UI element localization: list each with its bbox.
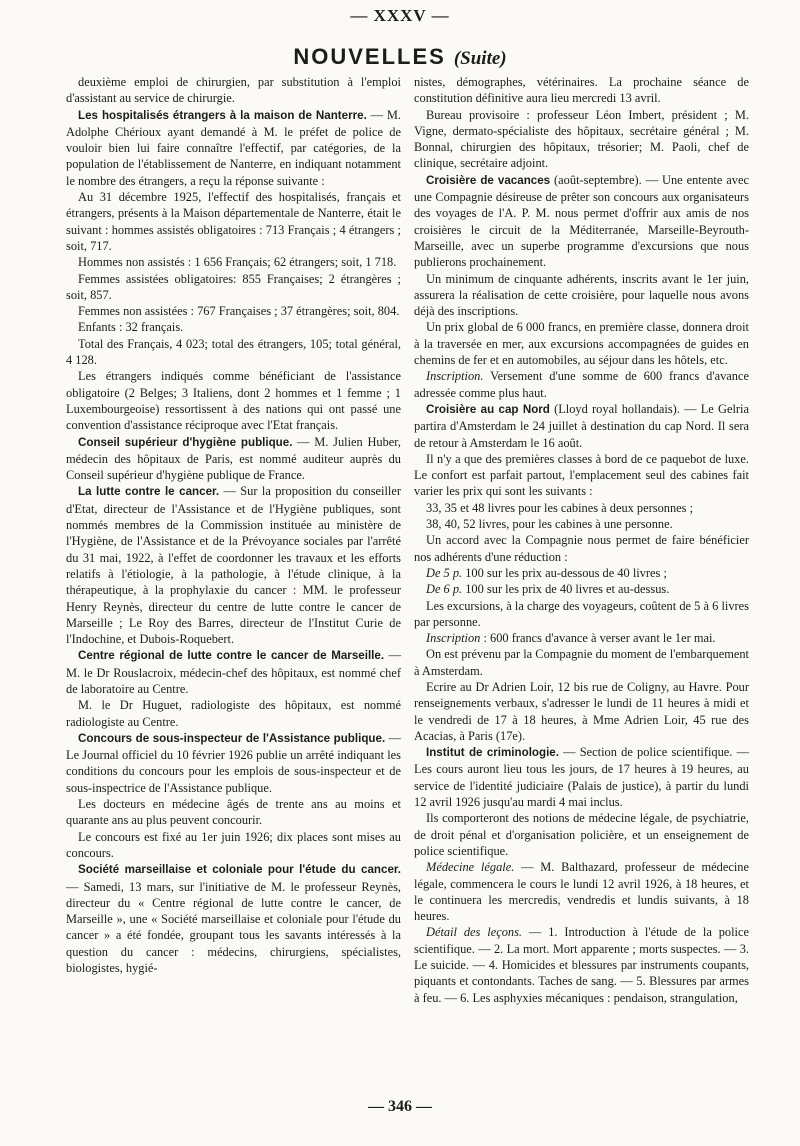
paragraph-heading: Conseil supérieur d'hygiène publique.	[78, 435, 293, 449]
section-title	[0, 44, 800, 70]
paragraph	[414, 744, 749, 810]
paragraph	[414, 516, 749, 532]
paragraph-text: 33, 35 et 48 livres pour les cabines à deux personnes ;	[426, 500, 694, 515]
roman-page-header: — XXXV —	[350, 6, 450, 25]
paragraph-text: — M. le Dr Rouslacroix, médecin-chef des hôpitaux, est nommé chef de laboratoire au Centre.	[66, 648, 402, 696]
paragraph	[414, 581, 749, 597]
paragraph	[414, 107, 749, 172]
section-title-suite: (Suite)	[453, 48, 507, 69]
paragraph-text: Un accord avec la Compagnie nous permet de faire bénéficier nos adhérents d'une réduction :	[414, 533, 749, 564]
section-title-text: NOUVELLES	[293, 44, 446, 69]
left-column	[66, 74, 401, 976]
paragraph	[66, 74, 401, 107]
paragraph-text: — Section de police scientifique. — Les cours auront lieu tous les jours, de 17 heures à 19 heures, au service de l'identité judiciaire (Palais de justice), à partir du lundi 12 avril 1926 jusqu'au mardi 4 mai inclus.	[414, 745, 749, 810]
paragraph	[66, 336, 401, 369]
paragraph-text: M. le Dr Huguet, radiologiste des hôpitaux, est nommé radiologiste au Centre.	[66, 698, 401, 729]
paragraph-text: Il n'y a que des premières classes à bord de ce paquebot de luxe. Le confort est parfait partout, l'emplacement seul des cabines fait varier les prix qui sont les suivants :	[414, 451, 749, 499]
paragraph-text: Versement d'une somme de 600 francs d'avance adressée comme plus haut.	[414, 369, 749, 400]
paragraph-text: Femmes non assistées : 767 Françaises ; 37 étrangères; soit, 804.	[78, 304, 400, 319]
paragraph	[66, 189, 401, 254]
paragraph	[66, 107, 401, 189]
paragraph-text: (août-septembre). — Une entente avec une Compagnie désireuse de prêter son concours aux organisateurs des voyages de l'A. P. M. nous permet d'offrir aux amis de nos croisières le circuit de la Méditerranée, Marseille-Beyrouth-Marseille, avec un superbe programme d'excursions que nous publierons prochainement.	[414, 172, 749, 270]
paragraph	[414, 319, 749, 368]
paragraph-heading: Les hospitalisés étrangers à la maison de Nanterre.	[78, 108, 367, 122]
paragraph-heading: Croisière au cap Nord	[426, 402, 550, 416]
paragraph-text: 38, 40, 52 livres, pour les cabines à une personne.	[426, 517, 673, 532]
paragraph-text: Femmes assistées obligatoires: 855 Françaises; 2 étrangères ; soit, 857.	[66, 271, 401, 302]
paragraph-text: — Sur la proposition du conseiller d'Etat, directeur de l'Assistance et de l'Hygiène publiques, sont nommés membres de la Commission instituée au ministère de l'Hygiène, de l'Assistance et de la Prévoyance sociales par l'arrêté du 31 mai, 1922, à l'effet de coordonner les travaux et les efforts relatifs à l'étiologie, à la pathologie, à l'étude clinique, à la thérapeutique, à la prophylaxie du cancer : MM. le professeur Henry Reynès, directeur du centre de lutte contre le cancer de Marseille ; Le Roy des Barres, directeur de l'Institut Curie de l'Indochine, et Dubois-Roquebert.	[66, 484, 401, 647]
paragraph-text: Le concours est fixé au 1er juin 1926; dix places sont mises au concours.	[66, 829, 401, 860]
paragraph	[414, 401, 749, 451]
paragraph	[414, 532, 749, 565]
paragraph-heading: Société marseillaise et coloniale pour l'étude du cancer.	[78, 863, 401, 877]
paragraph-text: Au 31 décembre 1925, l'effectif des hospitalisés, français et étrangers, présents à la Maison départementale de Nanterre, était le suivant : hommes assistés obligatoires : 713 Français ; 4 étrangers ; soit, 717.	[66, 190, 401, 253]
paragraph	[414, 451, 749, 500]
paragraph	[66, 730, 401, 796]
right-column	[414, 74, 749, 1006]
paragraph	[66, 434, 401, 484]
paragraph	[66, 303, 401, 319]
paragraph	[66, 829, 401, 862]
paragraph	[66, 697, 401, 730]
paragraph-heading: Croisière de vacances	[426, 173, 551, 187]
paragraph	[414, 271, 749, 320]
paragraph-text: Total des Français, 4 023; total des étrangers, 105; total général, 4 128.	[66, 336, 401, 368]
paragraph	[414, 646, 749, 679]
paragraph-text: Bureau provisoire : professeur Léon Imbert, président ; M. Vigne, dermato-spécialiste des hôpitaux, secrétaire général ; M. Bonnal, chirurgien des hôpitaux, trésorier; M. Paoli, chef de clinique, secrétaire adjoint.	[414, 107, 749, 171]
paragraph	[414, 859, 749, 924]
paragraph-heading: La lutte contre le cancer.	[78, 485, 220, 499]
paragraph-italic-lead: De 6 p.	[426, 582, 463, 597]
paragraph	[414, 598, 749, 631]
paragraph-heading: Institut de criminologie.	[426, 746, 559, 760]
paragraph	[414, 924, 749, 1005]
paragraph-text: — Le Journal officiel du 10 février 1926 publie un arrêté indiquant les conditions du concours pour les emplois de sous-inspecteur et de sous-inspectrice de l'Assistance publique.	[66, 730, 401, 795]
paragraph-text: nistes, démographes, vétérinaires. La prochaine séance de constitution définitive aura lieu mercredi 13 avril.	[414, 75, 749, 106]
paragraph-text: On est prévenu par la Compagnie du moment de l'embarquement à Amsterdam.	[414, 647, 749, 678]
paragraph	[414, 74, 749, 107]
paragraph	[414, 630, 749, 646]
paragraph-text: Les excursions, à la charge des voyageurs, coûtent de 5 à 6 livres par personne.	[414, 598, 749, 629]
paragraph-text: Ecrire au Dr Adrien Loir, 12 bis rue de Coligny, au Havre. Pour renseignements verbaux, s'adresser le lundi de 11 heures à midi et le vendredi de 17 à 18 heures, à Mme Adrien Loir, 45 rue des Acacias, à Paris (17e).	[414, 679, 749, 743]
paragraph-text: (Lloyd royal hollandais). — Le Gelria partira d'Amsterdam le 24 juillet à destination du cap Nord. Il sera de retour à Amsterdam le 16 août.	[414, 401, 749, 450]
paragraph	[66, 861, 401, 976]
paragraph-text: : 600 francs d'avance à verser avant le 1er mai.	[480, 631, 716, 646]
paragraph-text: — M. Balthazard, professeur de médecine légale, commencera le cours le lundi 12 avril 1926, à 18 heures, et le continuera les mercredis, vendredis et lundis suivants, à 18 heures.	[414, 860, 749, 924]
paragraph-text: Un prix global de 6 000 francs, en première classe, donnera droit à la traversée en mer, aux excursions accompagnées de guides en chemins de fer et en automobiles, au séjour dans les hôtels, etc.	[414, 320, 749, 368]
paragraph-italic-lead: De 5 p.	[426, 565, 463, 580]
page-number: — 346 —	[368, 1098, 432, 1115]
paragraph-text: Hommes non assistés : 1 656 Français; 62 étrangers; soit, 1 718.	[78, 255, 397, 270]
paragraph	[414, 565, 749, 581]
paragraph	[66, 368, 401, 433]
paragraph-text: 100 sur les prix au-dessous de 40 livres ;	[462, 565, 667, 580]
paragraph	[414, 679, 749, 744]
paragraph-text: — M. Adolphe Chérioux ayant demandé à M. le préfet de police de vouloir bien lui faire connaître l'effectif, par catégories, de la population de l'établissement de Nanterre, en indiquant notamment le nombre des étrangers, a reçu la réponse suivante :	[66, 107, 402, 188]
paragraph	[66, 796, 401, 829]
paragraph-text: Les docteurs en médecine âgés de trente ans au moins et quarante ans au plus peuvent concourir.	[66, 797, 401, 828]
paragraph-text: — M. Julien Huber, médecin des hôpitaux de Paris, est nommé auditeur auprès du Conseil supérieur d'hygiène publique de France.	[66, 434, 402, 483]
paragraph-heading: Concours de sous-inspecteur de l'Assistance publique.	[78, 731, 386, 745]
paragraph	[414, 500, 749, 516]
paragraph-italic-lead: Détail des leçons.	[426, 925, 523, 940]
paragraph-italic-lead: Médecine légale.	[426, 860, 515, 875]
paragraph-italic-lead: Inscription	[426, 631, 481, 646]
paragraph-text: deuxième emploi de chirurgien, par substitution à l'emploi d'assistant au service de chirurgie.	[66, 75, 401, 106]
paragraph	[66, 647, 401, 697]
paragraph-heading: Centre régional de lutte contre le cancer de Marseille.	[78, 649, 385, 663]
paragraph-text: — Samedi, 13 mars, sur l'initiative de M. le professeur Reynès, directeur du « Centre régional de lutte contre le cancer, de Marseille », une « Société marseillaise et coloniale pour l'étude du cancer » a été fondée, groupant tous les savants intéressés à la question du cancer : médecins, chirurgiens, spécialistes, biologistes, hygié-	[66, 879, 401, 976]
paragraph-text: Ils comporteront des notions de médecine légale, de psychiatrie, de droit pénal et d'organisation policière, et un enseignement de police scientifique.	[414, 811, 749, 858]
paragraph	[414, 368, 749, 401]
paragraph	[66, 254, 401, 270]
paragraph	[414, 810, 749, 859]
paragraph-text: Enfants : 32 français.	[78, 320, 184, 335]
paragraph-text: Les étrangers indiqués comme bénéficiant de l'assistance obligatoire (2 Belges; 3 Italiens, dont 2 hommes et 1 femme ; 1 Luxembourgeoise) ressortissent à des nations qui ont passé une convention d'assistance réciproque avec l'Etat français.	[66, 369, 401, 433]
paragraph	[66, 271, 401, 304]
paragraph	[66, 483, 401, 647]
paragraph-text: Un minimum de cinquante adhérents, inscrits avant le 1er juin, assurera la réalisation de cette croisière, pour laquelle nous avons déjà des inscriptions.	[414, 271, 749, 319]
paragraph-italic-lead: Inscription.	[426, 369, 484, 384]
paragraph	[66, 319, 401, 335]
paragraph	[414, 172, 749, 271]
paragraph-text: — 1. Introduction à l'étude de la police scientifique. — 2. La mort. Mort apparente ; morts suspectes. — 3. Le suicide. — 4. Homicides et blessures par instruments coupants, piquants et contondants. Taches de sang. — 5. Blessures par armes à feu. — 6. Les asphyxies mécaniques : pendaison, strangulation,	[414, 925, 750, 1005]
paragraph-text: 100 sur les prix de 40 livres et au-dessus.	[462, 582, 670, 597]
